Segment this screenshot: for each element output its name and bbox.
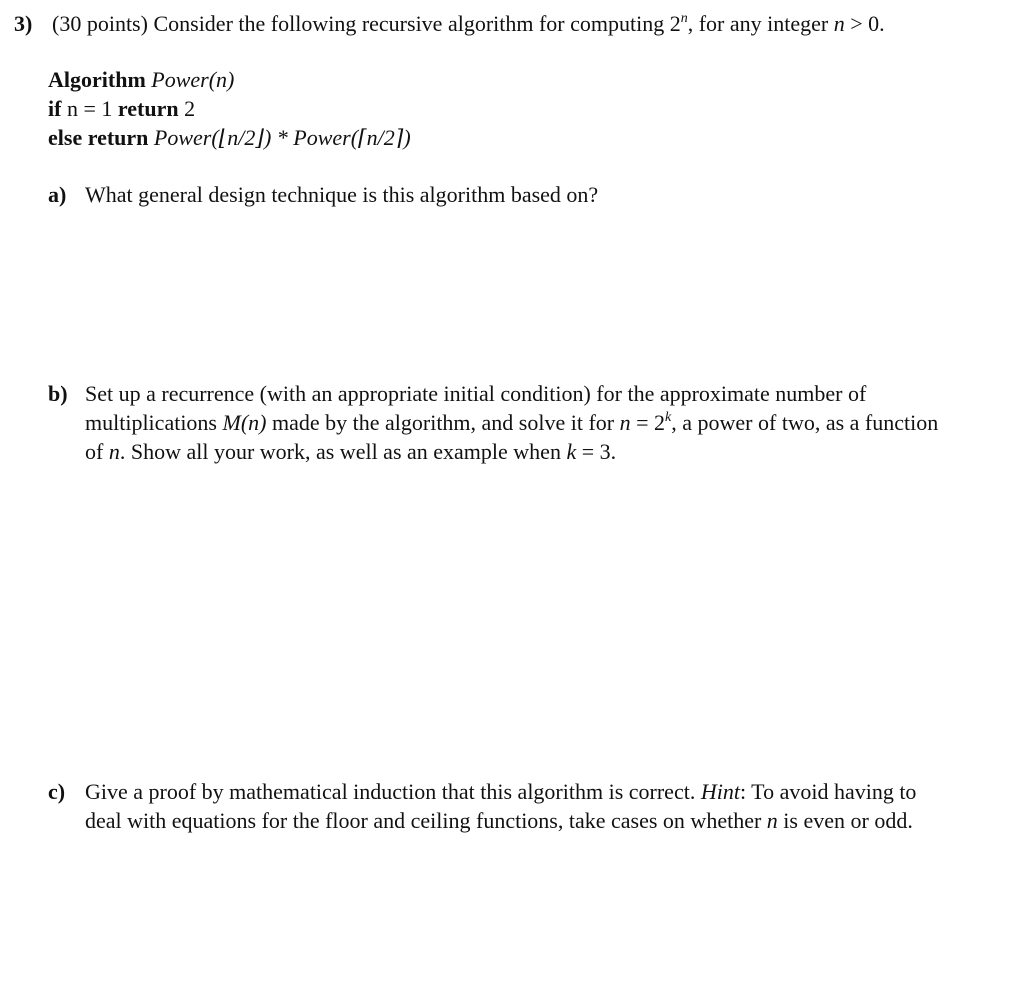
part-a-text: What general design technique is this algorithm based on? (85, 182, 599, 207)
part-b-line-3-post: = 3. (576, 439, 617, 464)
algorithm-keyword: Algorithm (48, 67, 146, 92)
recursive-expression: Power(⌊n/2⌋) * Power(⌈n/2⌉) (148, 125, 411, 150)
part-b-line-2-post: , a power of two, as a function (671, 410, 939, 435)
algorithm-line-2 (48, 95, 195, 123)
algorithm-line-1 (48, 66, 234, 94)
else-return-keyword: else return (48, 125, 149, 150)
points-label: (30 points) (52, 11, 148, 36)
part-b-line-3 (85, 438, 616, 466)
if-condition: n = 1 (61, 96, 118, 121)
part-b-label: b) (48, 381, 68, 406)
algorithm-line-3 (48, 124, 411, 152)
return-keyword: return (117, 96, 179, 121)
part-b-line-1: Set up a recurrence (with an appropriate initial condition) for the approximate number of (85, 381, 867, 406)
intro-text: Consider the following recursive algorithm for computing 2 (147, 11, 681, 36)
question-intro (52, 10, 885, 38)
part-c-line-1-pre: Give a proof by mathematical induction that this algorithm is correct. (85, 779, 701, 804)
part-c-line-2-pre: deal with equations for the floor and ceiling functions, take cases on whether (85, 808, 767, 833)
intro-variable: n (833, 11, 845, 36)
part-b-line-3-n: n (108, 439, 120, 464)
part-c-hint: Hint (700, 779, 740, 804)
part-c-line-2-post: is even or odd. (777, 808, 913, 833)
algorithm-name: Power(n) (145, 67, 235, 92)
part-b-n-var: n (619, 410, 631, 435)
part-b-line-2 (85, 409, 938, 437)
part-c-label: c) (48, 779, 66, 804)
part-b-equals: = 2 (630, 410, 666, 435)
part-b-line-2-pre: multiplications (85, 410, 223, 435)
intro-exponent: n (680, 11, 688, 26)
part-c-line-1 (85, 778, 916, 806)
if-keyword: if (48, 96, 62, 121)
part-c-line-2-n: n (766, 808, 778, 833)
part-b-k-exponent: k (665, 410, 672, 425)
part-b-line-3-mid: . Show all your work, as well as an example when (119, 439, 567, 464)
part-c-line-1-post: : To avoid having to (739, 779, 917, 804)
intro-condition: > 0. (844, 11, 885, 36)
return-value: 2 (178, 96, 196, 121)
intro-text-after: , for any integer (687, 11, 834, 36)
part-b-line-2-mid: made by the algorithm, and solve it for (266, 410, 620, 435)
part-c-line-2 (85, 807, 913, 835)
part-b-line-3-k: k (566, 439, 577, 464)
part-b-line-3-pre: of (85, 439, 109, 464)
part-a-label: a) (48, 182, 67, 207)
question-number: 3) (14, 11, 33, 36)
part-b-M-function: M(n) (222, 410, 267, 435)
